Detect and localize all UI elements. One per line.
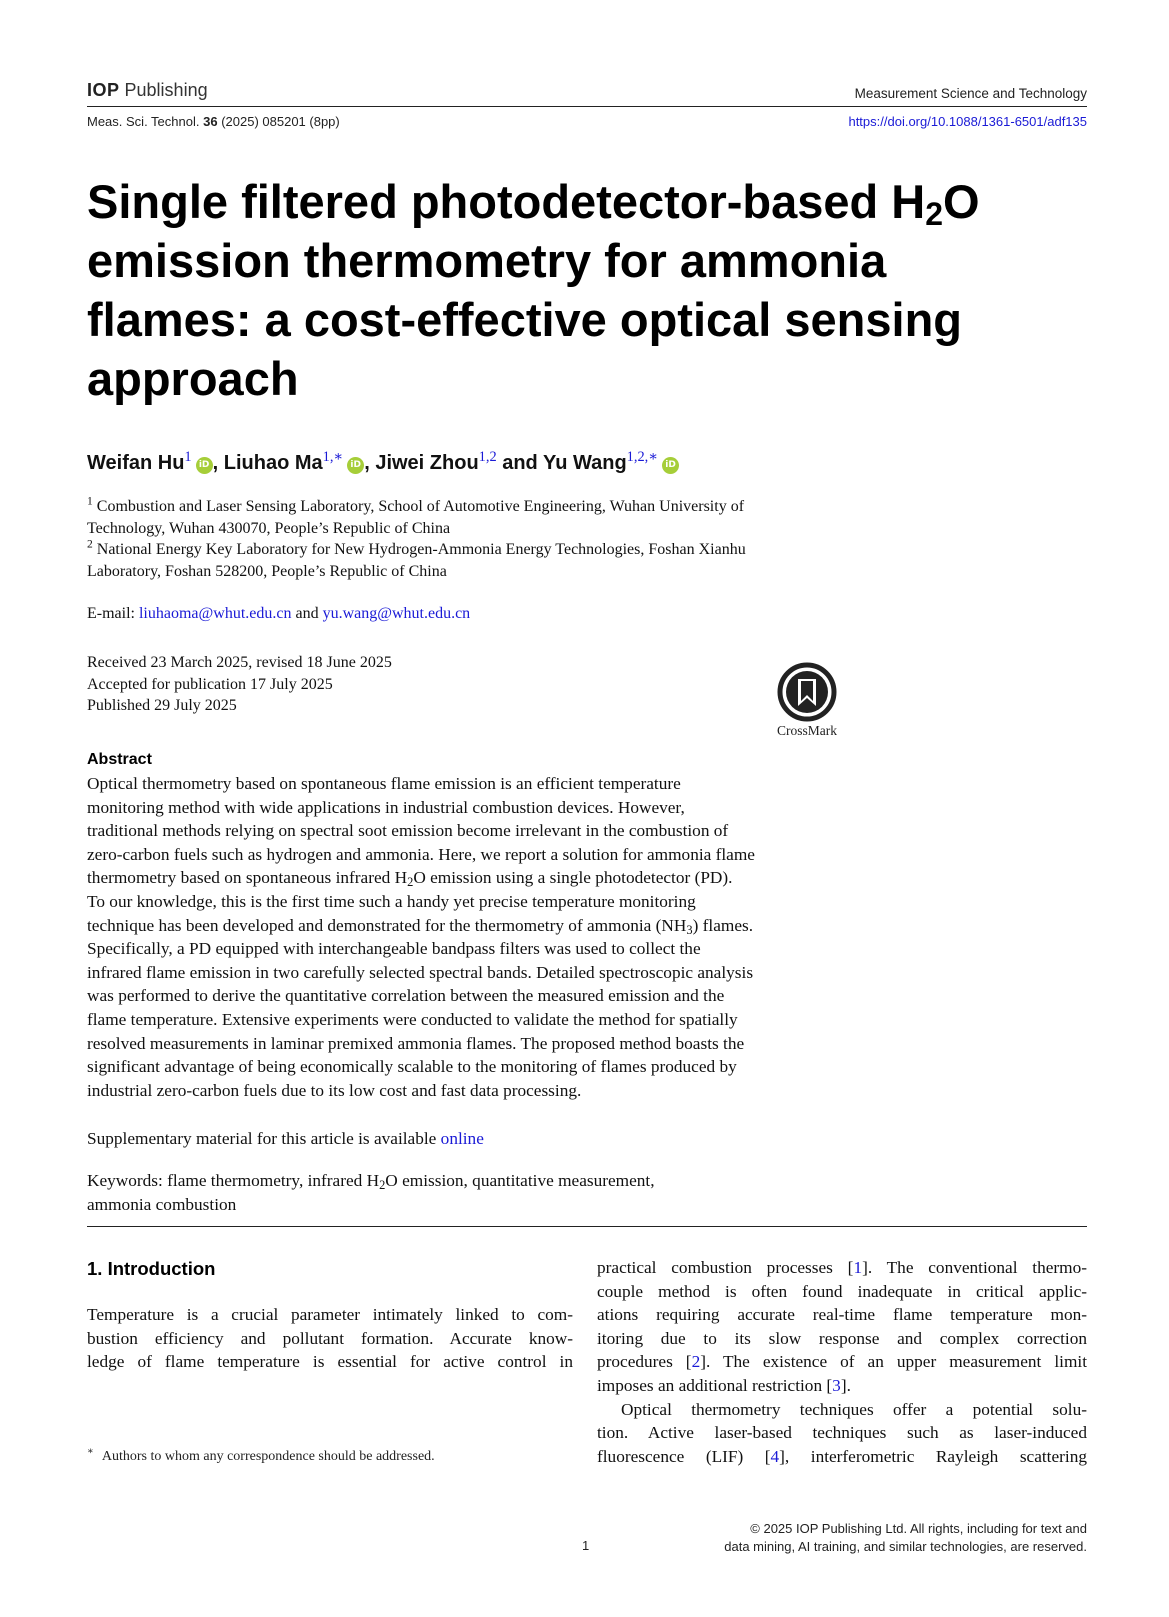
crossmark-icon bbox=[777, 662, 837, 722]
email-and: and bbox=[291, 605, 323, 622]
citation-ref[interactable]: 1 bbox=[853, 1258, 863, 1277]
title-line-2: emission thermometry for ammonia bbox=[87, 234, 887, 287]
author-2[interactable]: , Liuhao Ma bbox=[212, 452, 323, 474]
author-4[interactable]: and Yu Wang bbox=[496, 452, 627, 474]
citation-journal: Meas. Sci. Technol. bbox=[87, 114, 200, 129]
author-list bbox=[87, 449, 679, 475]
date-accepted: Accepted for publication 17 July 2025 bbox=[87, 675, 333, 693]
abstract-rule bbox=[87, 1226, 1087, 1227]
affiliation-1: $^1$ Combustion and Laser Sensing Laboratory, School of Automotive Engineering, Wuhan University of bbox=[87, 495, 745, 515]
dates bbox=[87, 652, 392, 717]
author-1-affil[interactable]: 1 bbox=[184, 449, 192, 466]
email-line bbox=[87, 605, 470, 623]
affiliations bbox=[87, 496, 746, 582]
orcid-icon[interactable]: iD bbox=[196, 457, 213, 474]
email-link-2[interactable]: yu.wang@whut.edu.cn bbox=[322, 605, 471, 622]
supplementary-text: Supplementary material for this article is available bbox=[87, 1129, 441, 1148]
abstract-body: Optical thermometry based on spontaneous flame emission is an efficient temperature monitoring method with wide applications in industrial combustion devices. However, traditional methods relying on spectral soot emission become irrelevant in the combustion of zero-carbon fuels such as hydrogen and ammonia. Here, we report a solution for ammonia flame thermometry based on spontaneous infrared $H_2O$ emission using a single photodetector (PD). To our knowledge, this is the first time such a handy yet precise temperature monitoring technique has been developed and demonstrated for the thermometry of ammonia $(NH_3)$ flames. Specifically, a PD equipped with interchangeable bandpass filters was used to collect the infrared flame emission in two carefully selected spectral bands. Detailed spectroscopic analysis was performed to derive the quantitative correlation between the measured emission and the flame temperature. Extensive experiments were conducted to validate the method for spatially resolved measurements in laminar premixed ammonia flames. The proposed method boasts the significant advantage of being economically scalable to the monitoring of flames produced by industrial zero-carbon fuels due to its low cost and fast data processing. bbox=[87, 774, 755, 1100]
orcid-icon[interactable]: iD bbox=[347, 457, 364, 474]
author-3[interactable]: , Jiwei Zhou bbox=[364, 452, 479, 474]
citation-ref[interactable]: 2 bbox=[691, 1352, 701, 1372]
publisher-logo-rest: Publishing bbox=[124, 80, 208, 100]
author-3-affil[interactable]: 1,2 bbox=[478, 449, 497, 466]
citation bbox=[87, 114, 340, 129]
publisher-logo bbox=[87, 80, 208, 101]
abstract-heading: Abstract bbox=[87, 751, 152, 768]
email-link-1[interactable]: liuhaoma@whut.edu.cn bbox=[138, 605, 292, 622]
correspondence-footnote: ∗ Authors to whom any correspondence should be addressed. bbox=[87, 1446, 435, 1464]
affiliation-2-cont: Laboratory, Foshan 528200, People’s Republic of China bbox=[87, 562, 447, 580]
crossmark-badge[interactable] bbox=[772, 662, 842, 739]
author-4-affil[interactable]: 1,2,∗ bbox=[626, 449, 659, 466]
orcid-icon[interactable]: iD bbox=[662, 457, 679, 474]
intro-left-column: Temperature is a crucial parameter intimately linked to com- bustion efficiency and pollutant formation. Accurate know- ledge of flame temperature is essential for active control in bbox=[87, 1305, 573, 1372]
header-rule bbox=[87, 106, 1087, 107]
crossmark-label: CrossMark bbox=[777, 723, 837, 738]
publisher-logo-bold: IOP bbox=[87, 80, 120, 100]
citation-ref[interactable]: 4 bbox=[770, 1446, 780, 1466]
citation-ref[interactable]: 3 bbox=[832, 1375, 841, 1395]
keywords: Keywords: flame thermometry, infrared $H_2O$ emission, quantitative measurement, ammonia combustion bbox=[87, 1171, 655, 1214]
section-heading-introduction: 1. Introduction bbox=[87, 1258, 216, 1279]
title-line-4: approach bbox=[87, 352, 299, 405]
affiliation-1-cont: Technology, Wuhan 430070, People’s Republic of China bbox=[87, 519, 451, 537]
intro-right-column: practical combustion processes [1]. The conventional thermo- couple method is often found inadequate in critical applic- ations requiring accurate real-time flame temperature mon- itoring due to its slow response and complex correction procedures [2]. The existence of an upper measurement limit imposes an additional restriction [3]. Optical thermometry techniques offer a potential solu- tion. Active laser-based techniques such as laser-induced fluorescence (LIF) [4], interferometric Rayleigh scattering bbox=[597, 1258, 1087, 1466]
citation-volume: 36 bbox=[203, 114, 218, 129]
paper-title bbox=[87, 172, 1087, 408]
title-line-3: flames: a cost-effective optical sensing bbox=[87, 293, 963, 346]
affiliation-2: $^2$ National Energy Key Laboratory for New Hydrogen-Ammonia Energy Technologies, Foshan Xianhu bbox=[87, 538, 746, 558]
supplementary-note bbox=[87, 1129, 484, 1149]
author-1[interactable]: Weifan Hu bbox=[87, 452, 185, 474]
page-number: 1 bbox=[582, 1538, 590, 1553]
citation-details: (2025) 085201 (8pp) bbox=[221, 114, 340, 129]
title-line-1: Single filtered photodetector-based $H_2O$ bbox=[87, 175, 980, 233]
date-received: Received 23 March 2025, revised 18 June 2025 bbox=[87, 654, 392, 671]
supplementary-link[interactable]: online bbox=[440, 1129, 484, 1148]
journal-name: Measurement Science and Technology bbox=[854, 86, 1087, 101]
email-label: E-mail: bbox=[87, 605, 139, 622]
doi-link[interactable]: https://doi.org/10.1088/1361-6501/adf135 bbox=[848, 114, 1087, 129]
author-2-affil[interactable]: 1,∗ bbox=[322, 449, 344, 466]
date-published: Published 29 July 2025 bbox=[87, 697, 237, 714]
copyright-notice: © 2025 IOP Publishing Ltd. All rights, including for text and data mining, AI training, and similar technologies, are reserved. bbox=[724, 1521, 1087, 1554]
